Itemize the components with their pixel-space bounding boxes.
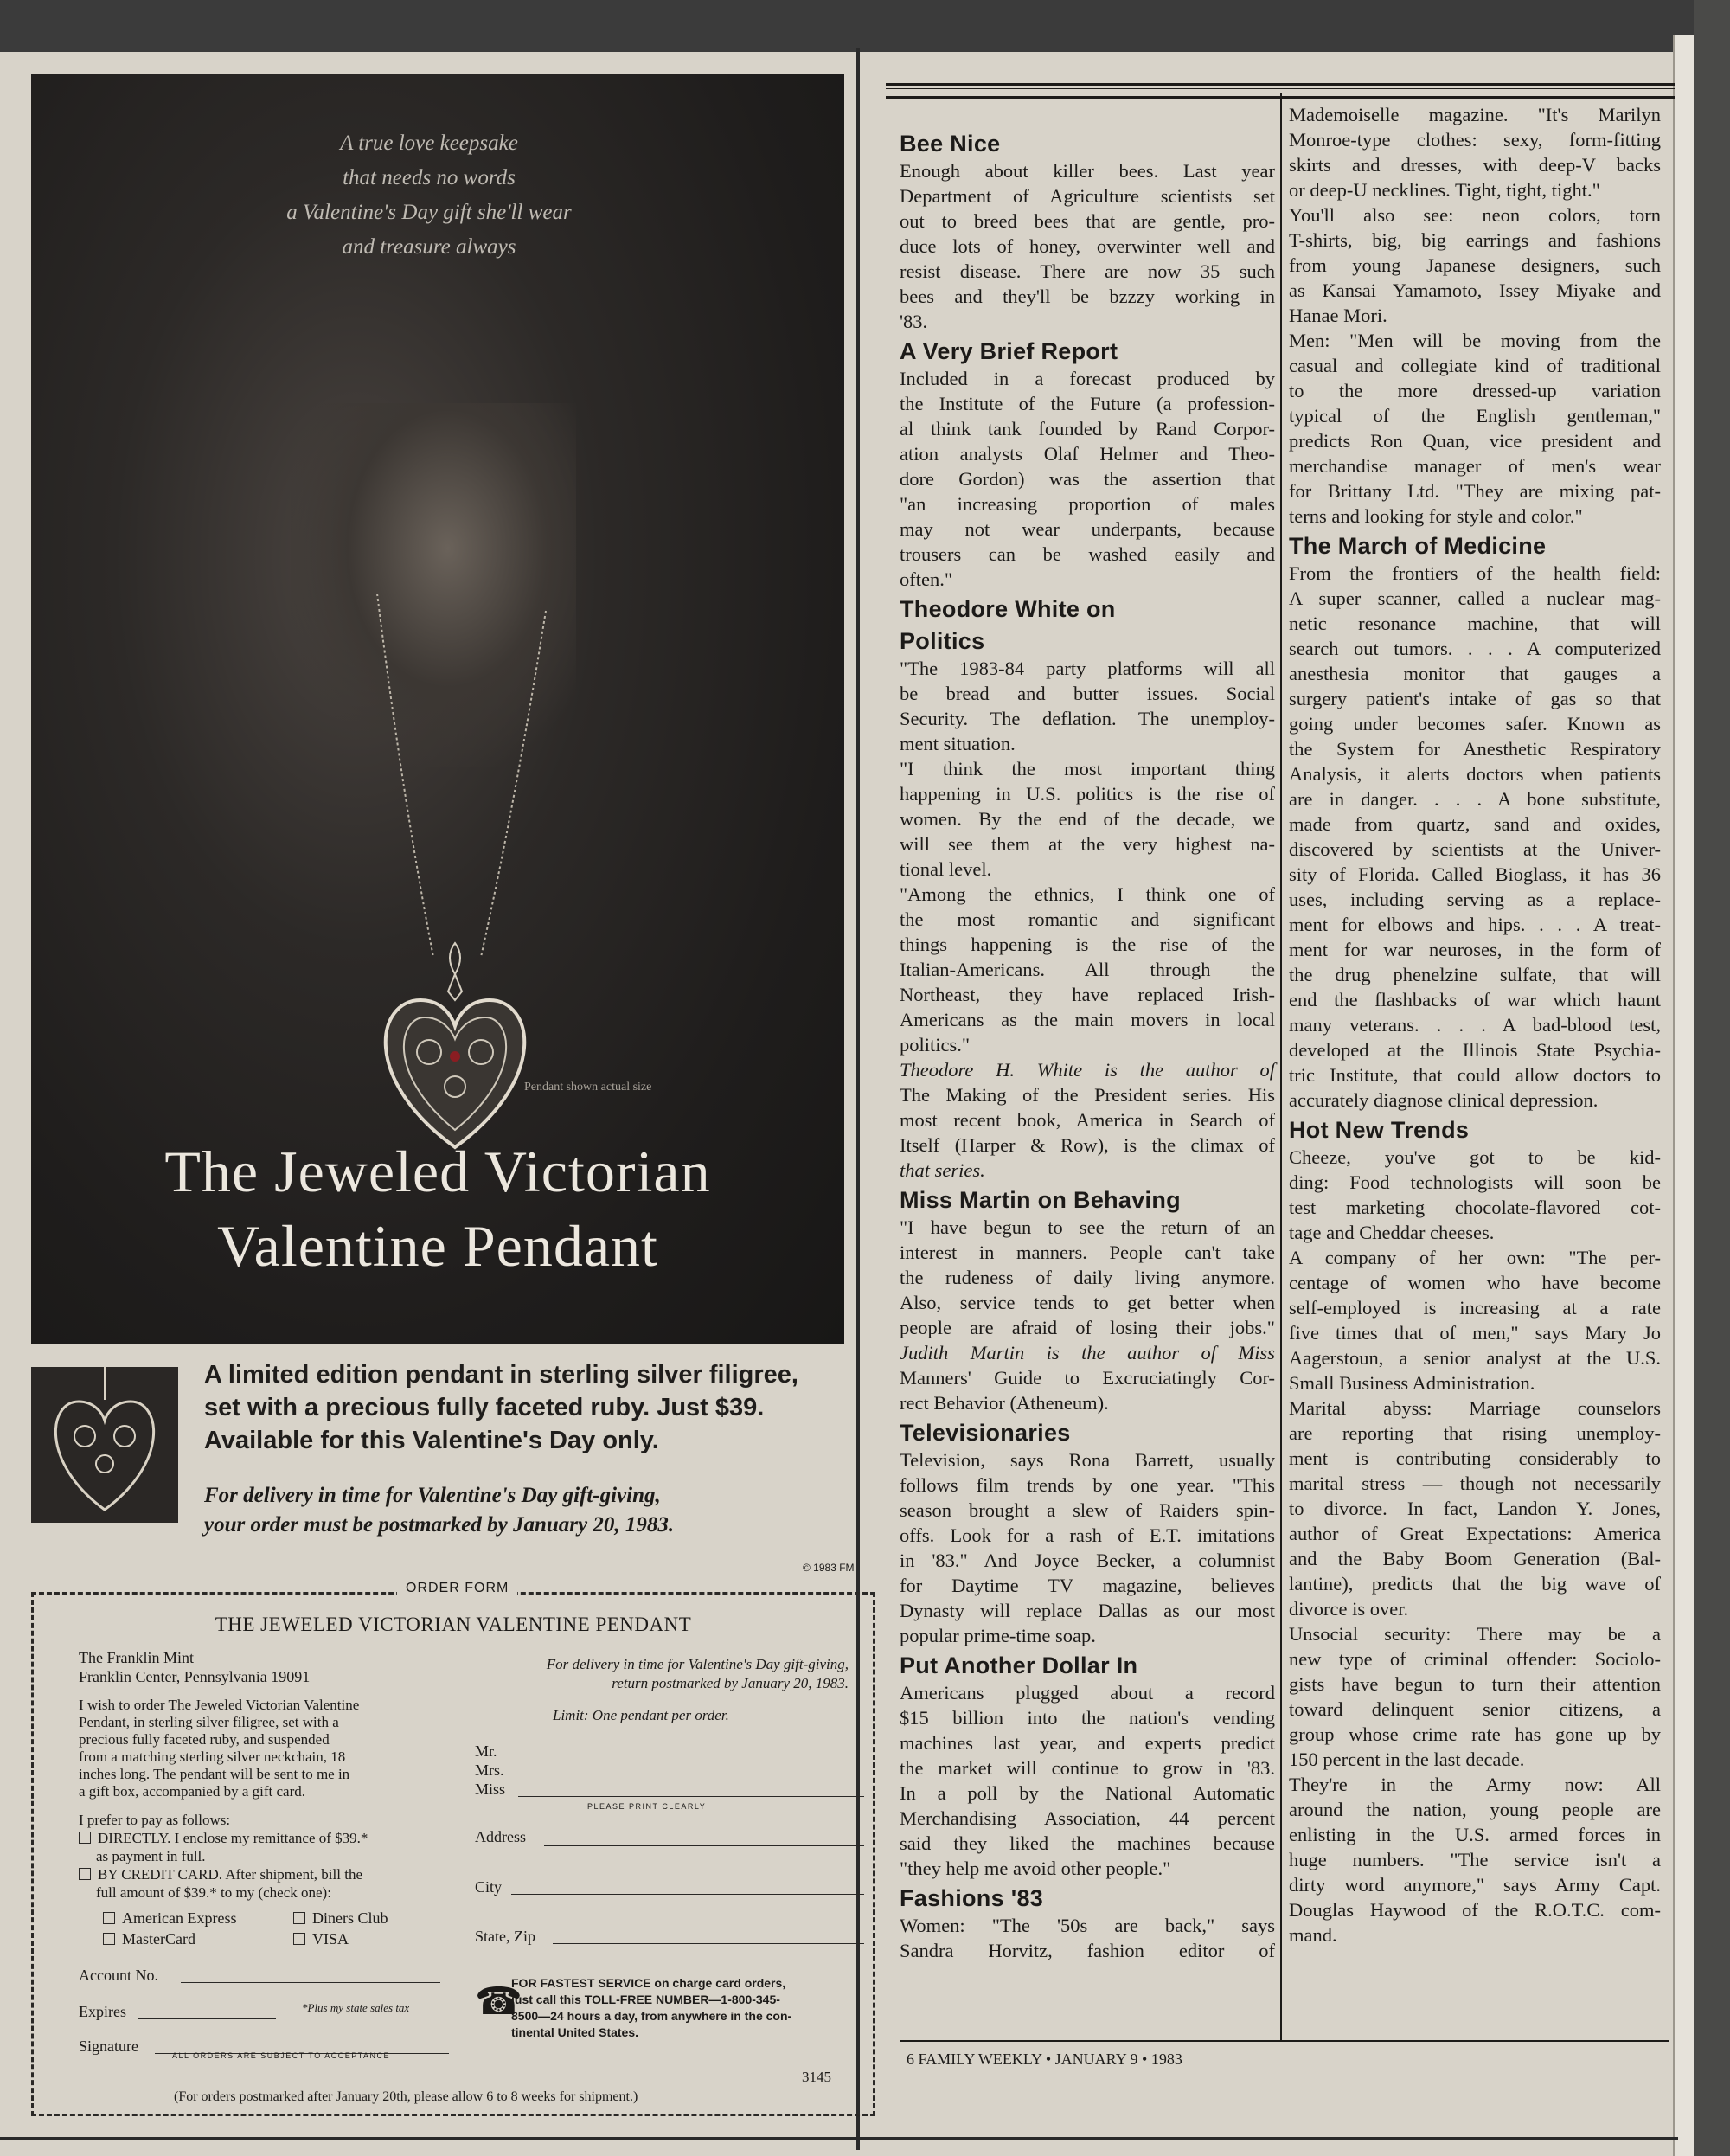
article-line: new type of criminal offender: Sociolo-	[1289, 1648, 1661, 1670]
article-line: are reporting that rising unemploy-	[1289, 1422, 1661, 1444]
article-line: be bread and butter issues. Social	[900, 683, 1275, 704]
article-line: around the nation, young people are	[1289, 1799, 1661, 1820]
article-line: the market will continue to grow in '83.	[900, 1757, 1275, 1779]
article-line: Department of Agriculture scientists set	[900, 185, 1275, 207]
footer-rule	[900, 2040, 1669, 2042]
article-line: "I have begun to see the return of an	[900, 1216, 1275, 1238]
article-line: Sandra Horvitz, fashion editor of	[900, 1940, 1275, 1961]
article-line: will see them at the very highest na-	[900, 833, 1275, 855]
article-line: are in danger. . . . A bone substitute,	[1289, 788, 1661, 810]
article-line: the Institute of the Future (a profession-	[900, 393, 1275, 414]
article-line: Analysis, it alerts doctors when patients	[1289, 763, 1661, 785]
address-input[interactable]	[544, 1845, 864, 1846]
article-line: in '83." And Joyce Becker, a columnist	[900, 1550, 1275, 1571]
article-line: the System for Anesthetic Respiratory	[1289, 738, 1661, 760]
article-line: predicts Ron Quan, vice president and	[1289, 430, 1661, 452]
article-line: mand.	[1289, 1924, 1337, 1946]
article-line: discovered by scientists at the Univer-	[1289, 838, 1661, 860]
article-line: enlisting in the U.S. armed forces in	[1289, 1824, 1661, 1845]
direct-pay-checkbox[interactable]	[79, 1832, 91, 1844]
ad-description	[204, 1358, 810, 1457]
article-line: typical of the English gentleman,"	[1289, 405, 1661, 427]
section-heading: Miss Martin on Behaving	[900, 1187, 1181, 1213]
article-line: going under becomes safer. Known as	[1289, 713, 1661, 735]
visa-label: VISA	[312, 1930, 349, 1947]
article-line: netic resonance machine, that will	[1289, 613, 1661, 634]
credit-card-checkbox[interactable]	[79, 1868, 91, 1880]
salutation-miss: Miss	[475, 1781, 506, 1798]
article-line: $15 billion into the nation's vending	[900, 1707, 1275, 1729]
payment-options	[79, 1811, 368, 1902]
article-line: Merchandising Association, 44 percent	[900, 1807, 1275, 1829]
article-line: to the more dressed-up variation	[1289, 380, 1661, 401]
article-line: may not wear underpants, because	[900, 518, 1275, 540]
tagline-line: A true love keepsake	[340, 132, 518, 155]
article-line: group whose crime rate has gone up by	[1289, 1723, 1661, 1745]
pay-direct-label: DIRECTLY. I enclose my remittance of $39.*	[98, 1830, 368, 1846]
filigree-heart-thumbnail	[31, 1367, 178, 1523]
article-line: out to breed bees that are gentle, pro-	[900, 210, 1275, 232]
section-heading: Televisionaries	[900, 1420, 1071, 1446]
article-line: tional level.	[900, 858, 992, 880]
article-line: "I think the most important thing	[900, 758, 1275, 780]
article-line: to divorce. In fact, Landon Y. Jones,	[1289, 1498, 1661, 1519]
article-line: centage of women who have become	[1289, 1272, 1661, 1293]
article-line: happening in U.S. politics is the rise of	[900, 783, 1275, 805]
section-heading: Politics	[900, 628, 985, 654]
article-line: often."	[900, 568, 953, 590]
mastercard-checkbox[interactable]	[103, 1933, 115, 1945]
acceptance-note: ALL ORDERS ARE SUBJECT TO ACCEPTANCE	[172, 2051, 391, 2060]
toll-free-note	[511, 1975, 857, 2041]
expires-input[interactable]	[138, 2018, 276, 2019]
section-heading: Theodore White on	[900, 596, 1116, 622]
order-form	[31, 1581, 875, 2116]
article-line: marital stress — though not necessarily	[1289, 1473, 1661, 1494]
account-input[interactable]	[181, 1982, 440, 1983]
tagline-line: that needs no words	[343, 166, 516, 189]
right-edge-strip	[1694, 0, 1730, 2156]
delivery-line: your order must be postmarked by January 20, 1983.	[204, 1513, 675, 1537]
article-line: many veterans. . . . A bad-blood test,	[1289, 1014, 1661, 1036]
article-line: interest in manners. People can't take	[900, 1242, 1275, 1263]
order-form-label: ORDER FORM	[397, 1581, 517, 1596]
article-line: uses, including serving as a replace-	[1289, 889, 1661, 910]
article-line: machines last year, and experts predict	[900, 1732, 1275, 1754]
pendant-caption: Pendant shown actual size	[524, 1081, 652, 1094]
section-heading: A Very Brief Report	[900, 338, 1118, 364]
article-line: developed at the Illinois State Psychia-	[1289, 1039, 1661, 1061]
article-line: popular prime-time soap.	[900, 1625, 1096, 1646]
amex-checkbox[interactable]	[103, 1912, 115, 1924]
fastest-line: FOR FASTEST SERVICE on charge card orders,	[511, 1976, 786, 1990]
mastercard-label: MasterCard	[122, 1930, 195, 1947]
wish-line: Pendant, in sterling silver filigree, set with a	[79, 1714, 339, 1730]
article-line: casual and collegiate kind of traditional	[1289, 355, 1661, 376]
article-line: season brought a slew of Raiders spin-	[900, 1499, 1275, 1521]
article-line: "The 1983-84 party platforms will all	[900, 658, 1275, 679]
pay-card-cont: full amount of $39.* to my (check one):	[96, 1884, 331, 1901]
article-line: test marketing chocolate-flavored cot-	[1289, 1197, 1661, 1218]
article-line: made from quartz, sand and oxides,	[1289, 813, 1661, 835]
article-line: al think tank founded by Rand Corpor-	[900, 418, 1275, 440]
wish-line: from a matching sterling silver neckchain, 18	[79, 1749, 346, 1765]
article-line: 150 percent in the last decade.	[1289, 1749, 1525, 1770]
ad-tagline	[161, 126, 697, 265]
column-divider	[1280, 93, 1282, 2040]
article-line: A company of her own: "The per-	[1289, 1247, 1661, 1268]
page-folio: 6 FAMILY WEEKLY • JANUARY 9 • 1983	[907, 2050, 1182, 2068]
ad-title-line2: Valentine Pendant	[217, 1213, 658, 1279]
wish-line: precious fully faceted ruby, and suspended	[79, 1731, 330, 1748]
top-border	[0, 0, 1730, 52]
article-line: Italian-Americans. All through the	[900, 959, 1275, 980]
article-line: Also, service tends to get better when	[900, 1292, 1275, 1313]
address-line: Franklin Center, Pennsylvania 19091	[79, 1668, 311, 1685]
article-line: Enough about killer bees. Last year	[900, 160, 1275, 182]
diners-checkbox[interactable]	[293, 1912, 305, 1924]
article-line: Itself (Harper & Row), is the climax of	[900, 1134, 1275, 1156]
article-column-left	[900, 126, 1275, 1963]
article-line: huge numbers. "The service isn't a	[1289, 1849, 1661, 1870]
pay-card-label: BY CREDIT CARD. After shipment, bill the	[98, 1866, 362, 1883]
article-line-italic: that series.	[900, 1159, 985, 1181]
article-line: Small Business Administration.	[1289, 1372, 1535, 1394]
article-line-italic: Judith Martin is the author of Miss	[900, 1342, 1275, 1364]
print-clearly-note: PLEASE PRINT CLEARLY	[587, 1802, 707, 1811]
article-line: ding: Food technologists will soon be	[1289, 1171, 1661, 1193]
article-line: Marital abyss: Marriage counselors	[1289, 1397, 1661, 1419]
article-line: T-shirts, big, big earrings and fashions	[1289, 229, 1661, 251]
ad-title-line1: The Jeweled Victorian	[164, 1139, 711, 1204]
city-input[interactable]	[511, 1894, 864, 1895]
city-label: City	[475, 1878, 503, 1896]
article-line: Security. The deflation. The unemploy-	[900, 708, 1275, 729]
article-line: politics."	[900, 1034, 971, 1056]
article-line: A super scanner, called a nuclear mag-	[1289, 587, 1661, 609]
article-line: author of Great Expectations: America	[1289, 1523, 1661, 1544]
article-line: for Daytime TV magazine, believes	[900, 1575, 1275, 1596]
article-line: skirts and dresses, with deep-V backs	[1289, 154, 1661, 176]
card-options-left	[103, 1908, 236, 1949]
article-line: said they liked the machines because	[900, 1832, 1275, 1854]
article-line: bees and they'll be bzzzy working in	[900, 286, 1275, 307]
article-line: most recent book, America in Search of	[900, 1109, 1275, 1131]
article-line: search out tumors. . . . A computerized	[1289, 638, 1661, 659]
article-line: merchandise manager of men's wear	[1289, 455, 1661, 477]
article-line: or deep-U necklines. Tight, tight, tight."	[1289, 179, 1600, 201]
late-order-note: (For orders postmarked after January 20th, please allow 6 to 8 weeks for shipment.)	[174, 2089, 638, 2104]
article-line: "they help me avoid other people."	[900, 1858, 1171, 1879]
article-line: the drug phenelzine sulfate, that will	[1289, 964, 1661, 985]
description-line: A limited edition pendant in sterling silver filigree,	[204, 1361, 798, 1389]
article-line: people are afraid of losing their jobs."	[900, 1317, 1275, 1338]
article-line: the rudeness of daily living anymore.	[900, 1267, 1275, 1288]
article-line: "Among the ethnics, I think one of	[900, 883, 1275, 905]
article-line: gists have begun to turn their attention	[1289, 1673, 1661, 1695]
article-line: The Making of the President series. His	[900, 1084, 1275, 1106]
article-line: dirty word anymore," says Army Capt.	[1289, 1874, 1661, 1896]
article-line: Monroe-type clothes: sexy, form-fitting	[1289, 129, 1661, 151]
article-line: rect Behavior (Atheneum).	[900, 1392, 1109, 1414]
article-line-italic: Theodore H. White is the author of	[900, 1059, 1275, 1081]
article-line: They're in the Army now: All	[1289, 1774, 1661, 1795]
name-input[interactable]	[518, 1796, 864, 1797]
article-line: offs. Look for a rash of E.T. imitations	[900, 1524, 1275, 1546]
article-line: tric Institute, that could allow doctors to	[1289, 1064, 1661, 1086]
article-line: end the flashbacks of war which haunt	[1289, 989, 1661, 1011]
article-line: from young Japanese designers, such	[1289, 254, 1661, 276]
section-heading: Hot New Trends	[1289, 1117, 1470, 1143]
article-line: Manners' Guide to Excruciatingly Cor-	[900, 1367, 1275, 1389]
tagline-line: a Valentine's Day gift she'll wear	[286, 201, 572, 224]
pay-direct-cont: as payment in full.	[96, 1848, 206, 1864]
article-line: ation analysts Olaf Helmer and Theo-	[900, 443, 1275, 465]
section-heading: Fashions '83	[900, 1885, 1044, 1911]
article-line: the most romantic and significant	[900, 908, 1275, 930]
article-line: Hanae Mori.	[1289, 305, 1387, 326]
right-ital-line: return postmarked by January 20, 1983.	[612, 1675, 849, 1691]
article-line: From the frontiers of the health field:	[1289, 562, 1661, 584]
article-line: You'll also see: neon colors, torn	[1289, 204, 1661, 226]
fastest-line: tinental United States.	[511, 2025, 639, 2039]
article-line: Dynasty will replace Dallas as our most	[900, 1600, 1275, 1621]
account-label: Account No.	[79, 1967, 158, 1984]
article-line: accurately diagnose clinical depression.	[1289, 1089, 1599, 1111]
article-line: duce lots of honey, overwinter well and	[900, 235, 1275, 257]
section-heading: The March of Medicine	[1289, 533, 1547, 559]
article-line: Women: "The '50s are back," says	[900, 1915, 1275, 1936]
article-line: tage and Cheddar cheeses.	[1289, 1222, 1495, 1243]
delivery-note-right	[477, 1655, 849, 1693]
order-wish-text	[79, 1697, 468, 1800]
bottom-border	[0, 2137, 1678, 2140]
article-line: ment is contributing considerably to	[1289, 1447, 1661, 1469]
article-line: toward delinquent senior citizens, a	[1289, 1698, 1661, 1720]
section-heading: Bee Nice	[900, 131, 1001, 157]
mint-address	[79, 1648, 310, 1686]
description-line: set with a precious fully faceted ruby. Just $39.	[204, 1394, 765, 1421]
article-line: In a poll by the National Automatic	[900, 1782, 1275, 1804]
article-line: sity of Florida. Called Bioglass, it has 36	[1289, 863, 1661, 885]
tagline-line: and treasure always	[342, 235, 516, 259]
article-line: five times that of men," says Mary Jo	[1289, 1322, 1661, 1344]
article-line: terns and looking for style and color."	[1289, 505, 1583, 527]
article-line: lantine), predicts that the big wave of	[1289, 1573, 1661, 1595]
heart-pendant-illustration	[343, 594, 567, 1216]
article-line: Americans plugged about a record	[900, 1682, 1275, 1704]
article-line: things happening is the rise of the	[900, 934, 1275, 955]
article-line: Television, says Rona Barrett, usually	[900, 1449, 1275, 1471]
limit-note: Limit: One pendant per order.	[553, 1707, 729, 1723]
card-options-right	[293, 1908, 388, 1949]
state-zip-input[interactable]	[553, 1943, 864, 1944]
state-zip-label: State, Zip	[475, 1928, 535, 1945]
article-line: ment for war neuroses, in the form of	[1289, 939, 1661, 960]
address-line: The Franklin Mint	[79, 1649, 194, 1666]
visa-checkbox[interactable]	[293, 1933, 305, 1945]
article-line: as Kansai Yamamoto, Issey Miyake and	[1289, 279, 1661, 301]
salutation-mrs: Mrs.	[475, 1761, 504, 1779]
article-line: self-employed is increasing at a rate	[1289, 1297, 1661, 1319]
copyright-notice: © 1983 FM	[803, 1562, 855, 1574]
address-label: Address	[475, 1828, 526, 1845]
phone-icon: ☎	[475, 1980, 522, 2023]
salutation-mr: Mr.	[475, 1742, 497, 1760]
diners-label: Diners Club	[312, 1909, 388, 1927]
article-column-right	[1289, 102, 1661, 1947]
article-line: Men: "Men will be moving from the	[1289, 330, 1661, 351]
wish-line: a gift box, accompanied by a gift card.	[79, 1783, 305, 1800]
article-line: dore Gordon) was the assertion that	[900, 468, 1275, 490]
article-line: follows film trends by one year. "This	[900, 1474, 1275, 1496]
article-line: Douglas Haywood of the R.O.T.C. com-	[1289, 1899, 1661, 1921]
article-line: and the Baby Boom Generation (Bal-	[1289, 1548, 1661, 1569]
ad-photo-panel	[31, 74, 844, 1344]
article-line: trousers can be washed easily and	[900, 543, 1275, 565]
article-line: surgery patient's intake of gas so that	[1289, 688, 1661, 709]
wish-line: I wish to order The Jeweled Victorian Valentine	[79, 1697, 360, 1713]
delivery-line: For delivery in time for Valentine's Day gift-giving,	[204, 1484, 661, 1507]
order-code: 3145	[802, 2069, 831, 2085]
article-line: Aagerstoun, a senior analyst at the U.S.	[1289, 1347, 1661, 1369]
right-ital-line: For delivery in time for Valentine's Day gift-giving,	[546, 1656, 849, 1672]
ad-delivery-note	[204, 1481, 810, 1540]
article-line: Included in a forecast produced by	[900, 368, 1275, 389]
description-line: Available for this Valentine's Day only.	[204, 1427, 659, 1454]
order-form-title: THE JEWELED VICTORIAN VALENTINE PENDANT	[215, 1614, 692, 1635]
expires-label: Expires	[79, 2003, 126, 2020]
article-line: '83.	[900, 311, 928, 332]
fastest-line: just call this TOLL-FREE NUMBER—1-800-345-	[511, 1992, 780, 2006]
article-line: ment situation.	[900, 733, 1016, 754]
article-line: Mademoiselle magazine. "It's Marilyn	[1289, 104, 1661, 125]
sales-tax-note: *Plus my state sales tax	[302, 2001, 410, 2014]
fastest-line: 8500—24 hours a day, from anywhere in the con-	[511, 2009, 792, 2023]
article-line: for Brittany Ltd. "They are mixing pat-	[1289, 480, 1661, 502]
article-line: "an increasing proportion of males	[900, 493, 1275, 515]
article-line: ment for elbows and hips. . . . A treat-	[1289, 914, 1661, 935]
article-line: anesthesia monitor that gauges a	[1289, 663, 1661, 684]
salutation-options	[475, 1742, 505, 1799]
section-heading: Put Another Dollar In	[900, 1652, 1138, 1678]
article-line: divorce is over.	[1289, 1598, 1409, 1620]
wish-line: inches long. The pendant will be sent to me in	[79, 1766, 350, 1782]
article-line: resist disease. There are now 35 such	[900, 260, 1275, 282]
article-line: Northeast, they have replaced Irish-	[900, 984, 1275, 1005]
article-line: Americans as the main movers in local	[900, 1009, 1275, 1030]
article-line: women. By the end of the decade, we	[900, 808, 1275, 830]
adjacent-page-edge	[1673, 35, 1694, 2156]
pay-intro: I prefer to pay as follows:	[79, 1812, 231, 1828]
article-line: Cheeze, you've got to be kid-	[1289, 1146, 1661, 1168]
amex-label: American Express	[122, 1909, 237, 1927]
article-line: Unsocial security: There may be a	[1289, 1623, 1661, 1645]
signature-label: Signature	[79, 2037, 138, 2055]
